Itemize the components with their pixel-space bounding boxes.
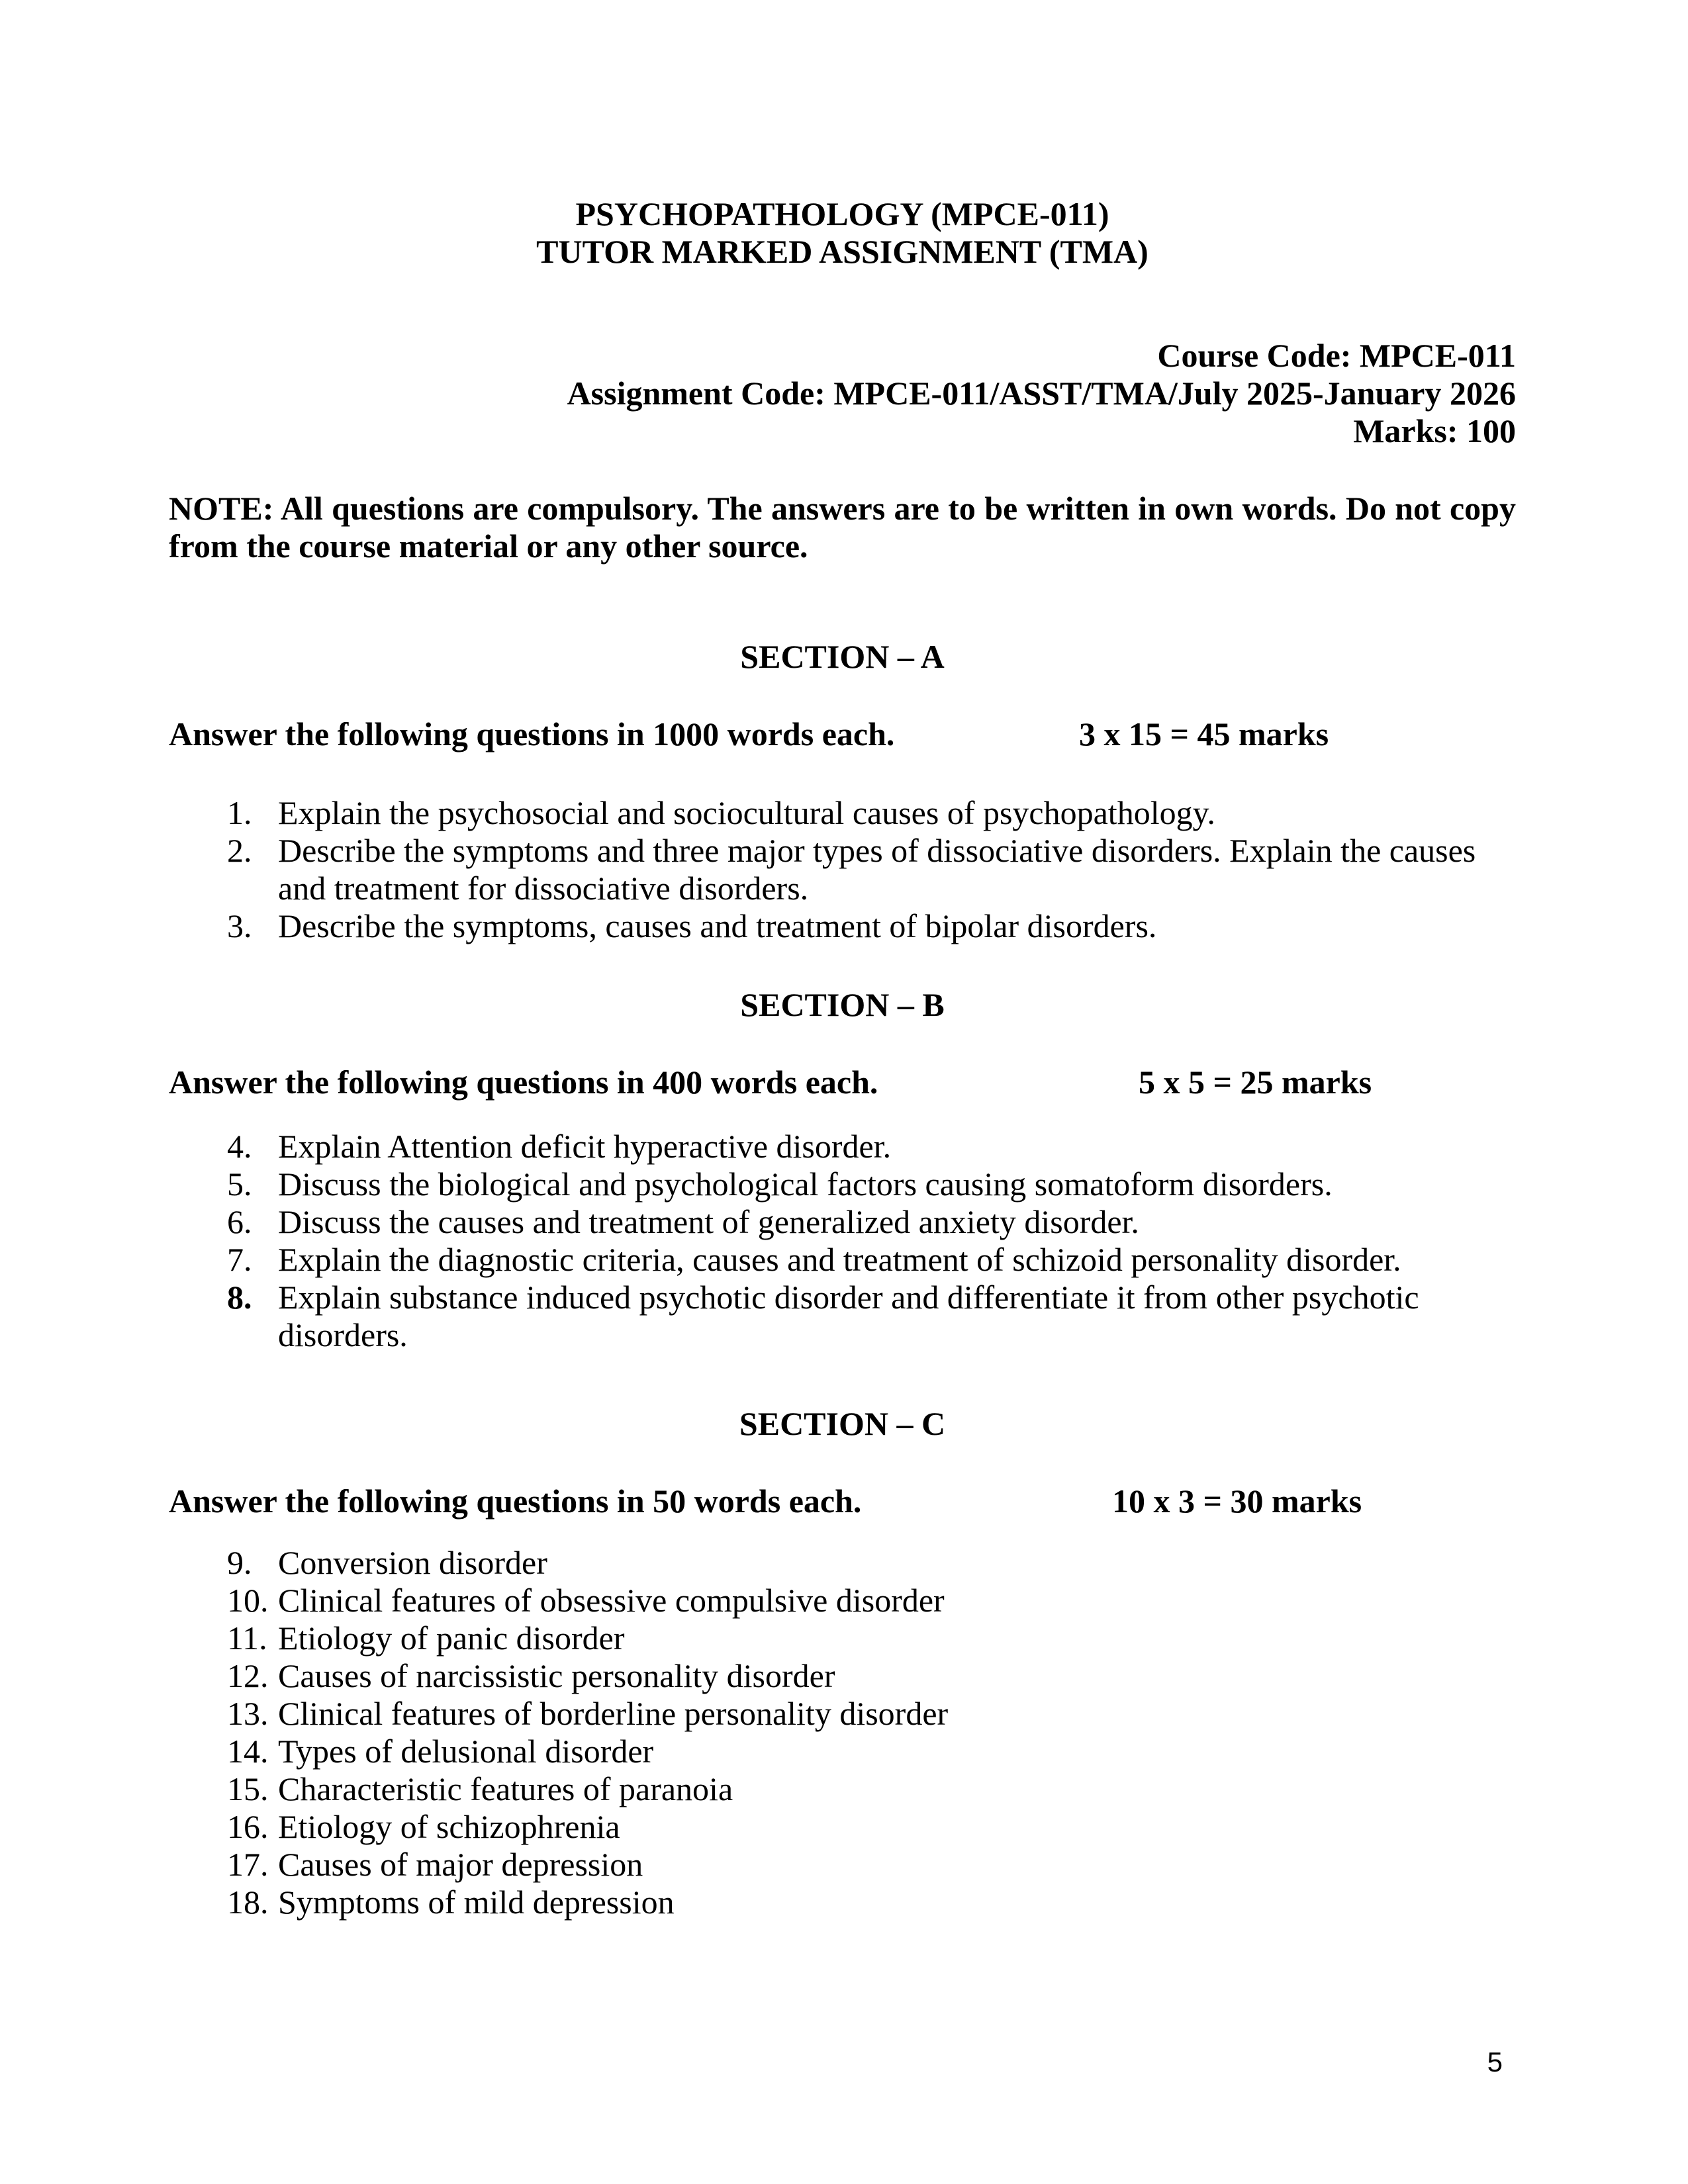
question-item xyxy=(169,1203,1516,1241)
course-meta xyxy=(169,337,1516,450)
question-number: 14. xyxy=(227,1733,269,1770)
title-line-1: PSYCHOPATHOLOGY (MPCE-011) xyxy=(575,195,1109,232)
question-text: Describe the symptoms, causes and treatment of bipolar disorders. xyxy=(278,907,1157,944)
question-item xyxy=(169,1279,1516,1354)
question-number: 4. xyxy=(227,1128,252,1165)
question-text: Describe the symptoms and three major types of dissociative disorders. Explain the causes and treatment for dissociative disorders. xyxy=(278,832,1476,907)
question-number: 6. xyxy=(227,1203,252,1240)
question-text: Symptoms of mild depression xyxy=(278,1884,675,1921)
question-item xyxy=(169,1884,1516,1921)
section-c-instruction-row xyxy=(169,1482,1516,1520)
section-b-question-list xyxy=(169,1128,1516,1354)
question-number: 15. xyxy=(227,1770,269,1807)
question-item xyxy=(169,794,1516,832)
section-c xyxy=(169,1405,1516,1921)
section-b-marks: 5 x 5 = 25 marks xyxy=(1139,1064,1372,1101)
question-item xyxy=(169,1733,1516,1770)
section-a-question-list xyxy=(169,794,1516,945)
section-b-instruction: Answer the following questions in 400 words each. xyxy=(169,1064,878,1101)
question-number: 7. xyxy=(227,1241,252,1278)
question-item xyxy=(169,1657,1516,1695)
section-b-heading: SECTION – B xyxy=(740,986,945,1023)
question-text: Explain the psychosocial and sociocultural causes of psychopathology. xyxy=(278,794,1215,831)
question-text: Causes of major depression xyxy=(278,1846,643,1883)
section-b-instruction-row xyxy=(169,1064,1516,1101)
question-number: 16. xyxy=(227,1808,269,1845)
section-a-marks: 3 x 15 = 45 marks xyxy=(1079,715,1329,752)
question-item xyxy=(169,1619,1516,1657)
question-item xyxy=(169,1770,1516,1808)
question-text: Discuss the biological and psychological factors causing somatoform disorders. xyxy=(278,1165,1333,1203)
section-c-instruction: Answer the following questions in 50 words each. xyxy=(169,1482,862,1520)
question-number: 10. xyxy=(227,1582,269,1619)
note-paragraph: NOTE: All questions are compulsory. The answers are to be written in own words. Do not copy from the course material or any other source. xyxy=(169,490,1516,565)
question-item xyxy=(169,907,1516,945)
section-c-marks: 10 x 3 = 30 marks xyxy=(1112,1482,1362,1520)
title-line-2: TUTOR MARKED ASSIGNMENT (TMA) xyxy=(536,233,1149,270)
question-item xyxy=(169,1808,1516,1846)
section-c-question-list xyxy=(169,1544,1516,1921)
question-item xyxy=(169,1582,1516,1619)
question-number: 13. xyxy=(227,1695,269,1732)
question-number: 12. xyxy=(227,1657,269,1694)
course-code-line: Course Code: MPCE-011 xyxy=(1157,337,1516,374)
question-text: Explain the diagnostic criteria, causes and treatment of schizoid personality disorder. xyxy=(278,1241,1401,1278)
question-text: Etiology of panic disorder xyxy=(278,1619,625,1657)
page-number: 5 xyxy=(1487,2046,1503,2077)
question-number: 8. xyxy=(227,1279,252,1316)
question-item xyxy=(169,1165,1516,1203)
section-a-heading: SECTION – A xyxy=(740,638,945,675)
question-item xyxy=(169,1241,1516,1279)
question-number: 2. xyxy=(227,832,252,869)
question-text: Etiology of schizophrenia xyxy=(278,1808,620,1845)
question-text: Conversion disorder xyxy=(278,1544,547,1581)
question-item xyxy=(169,1846,1516,1884)
question-text: Types of delusional disorder xyxy=(278,1733,654,1770)
total-marks-line: Marks: 100 xyxy=(1353,412,1516,449)
section-a-instruction-row xyxy=(169,715,1516,753)
document-title xyxy=(169,195,1516,271)
section-c-heading: SECTION – C xyxy=(739,1405,946,1442)
question-number: 3. xyxy=(227,907,252,944)
question-text: Causes of narcissistic personality disorder xyxy=(278,1657,835,1694)
assignment-code-line: Assignment Code: MPCE-011/ASST/TMA/July 2025-January 2026 xyxy=(567,375,1516,412)
section-b xyxy=(169,986,1516,1354)
question-item xyxy=(169,1544,1516,1582)
question-text: Explain substance induced psychotic disorder and differentiate it from other psychotic disorders. xyxy=(278,1279,1419,1353)
question-text: Clinical features of obsessive compulsive disorder xyxy=(278,1582,945,1619)
question-number: 11. xyxy=(227,1619,267,1657)
question-text: Clinical features of borderline personality disorder xyxy=(278,1695,949,1732)
question-item xyxy=(169,832,1516,907)
question-number: 18. xyxy=(227,1884,269,1921)
question-item xyxy=(169,1128,1516,1165)
question-number: 5. xyxy=(227,1165,252,1203)
question-text: Discuss the causes and treatment of generalized anxiety disorder. xyxy=(278,1203,1139,1240)
question-text: Explain Attention deficit hyperactive disorder. xyxy=(278,1128,892,1165)
section-a-instruction: Answer the following questions in 1000 words each. xyxy=(169,715,895,752)
question-number: 9. xyxy=(227,1544,252,1581)
question-number: 17. xyxy=(227,1846,269,1883)
question-number: 1. xyxy=(227,794,252,831)
question-item xyxy=(169,1695,1516,1733)
section-a xyxy=(169,638,1516,945)
question-text: Characteristic features of paranoia xyxy=(278,1770,733,1807)
